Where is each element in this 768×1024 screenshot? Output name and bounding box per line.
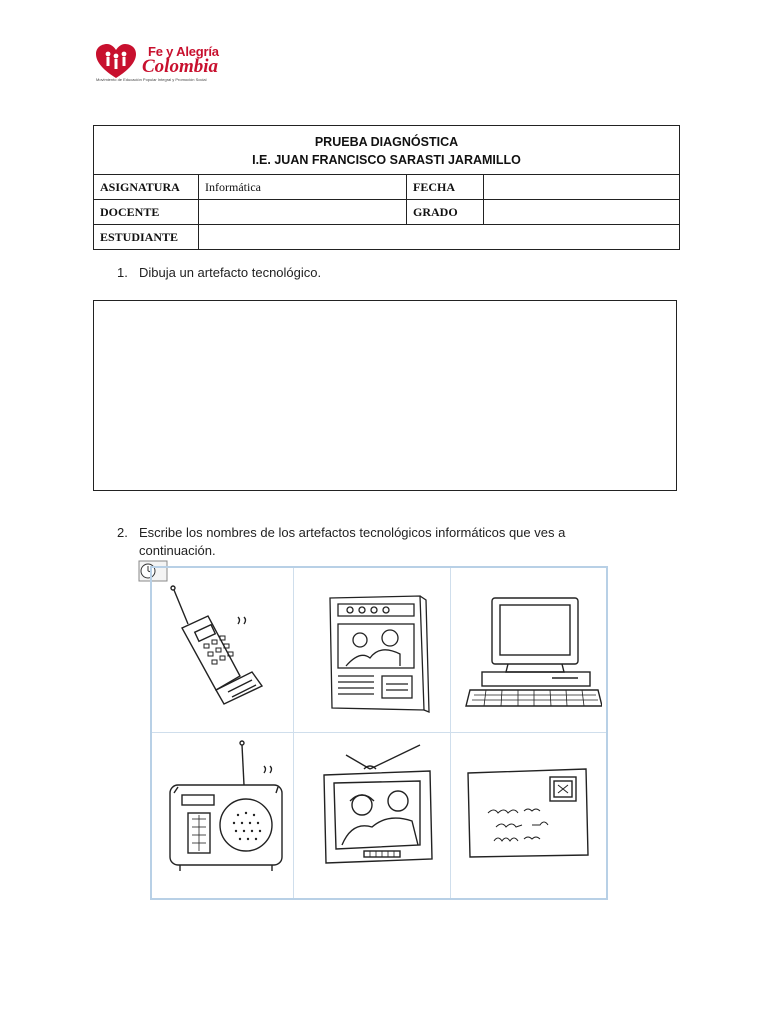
question-1-number: 1. xyxy=(117,265,128,280)
radio-icon xyxy=(152,733,302,898)
school-name: I.E. JUAN FRANCISCO SARASTI JARAMILLO xyxy=(252,153,521,167)
estudiante-label: ESTUDIANTE xyxy=(94,225,199,250)
question-1-text: Dibuja un artefacto tecnológico. xyxy=(139,265,322,280)
cell-phone-icon xyxy=(152,568,302,733)
television-icon xyxy=(302,733,452,898)
fecha-value[interactable] xyxy=(484,175,680,200)
question-2 xyxy=(117,524,637,560)
logo-line-1: Fe y Alegría xyxy=(148,44,219,59)
docente-value[interactable] xyxy=(199,200,407,225)
illustrations-grid xyxy=(150,566,608,900)
logo-line-2: Colombia xyxy=(142,56,219,77)
question-2-text: Escribe los nombres de los artefactos tecnológicos informáticos que ves a xyxy=(139,525,566,540)
grado-label: GRADO xyxy=(407,200,484,225)
header-title-cell xyxy=(94,126,680,175)
asignatura-label: ASIGNATURA xyxy=(94,175,199,200)
logo-tagline: Movimiento de Educación Popular Integral y Promoción Social xyxy=(96,77,207,82)
drawing-area[interactable] xyxy=(93,300,677,491)
grado-value[interactable] xyxy=(484,200,680,225)
question-1 xyxy=(117,264,321,282)
letter-icon xyxy=(452,733,602,898)
question-2-number: 2. xyxy=(117,525,128,540)
exam-title: PRUEBA DIAGNÓSTICA xyxy=(314,135,459,149)
estudiante-value[interactable] xyxy=(199,225,680,250)
question-2-text-continued: continuación. xyxy=(139,543,216,558)
fecha-label: FECHA xyxy=(407,175,484,200)
newspaper-icon xyxy=(302,568,452,733)
asignatura-value[interactable]: Informática xyxy=(199,175,407,200)
computer-icon xyxy=(452,568,602,733)
docente-label: DOCENTE xyxy=(94,200,199,225)
header-table xyxy=(93,125,680,250)
